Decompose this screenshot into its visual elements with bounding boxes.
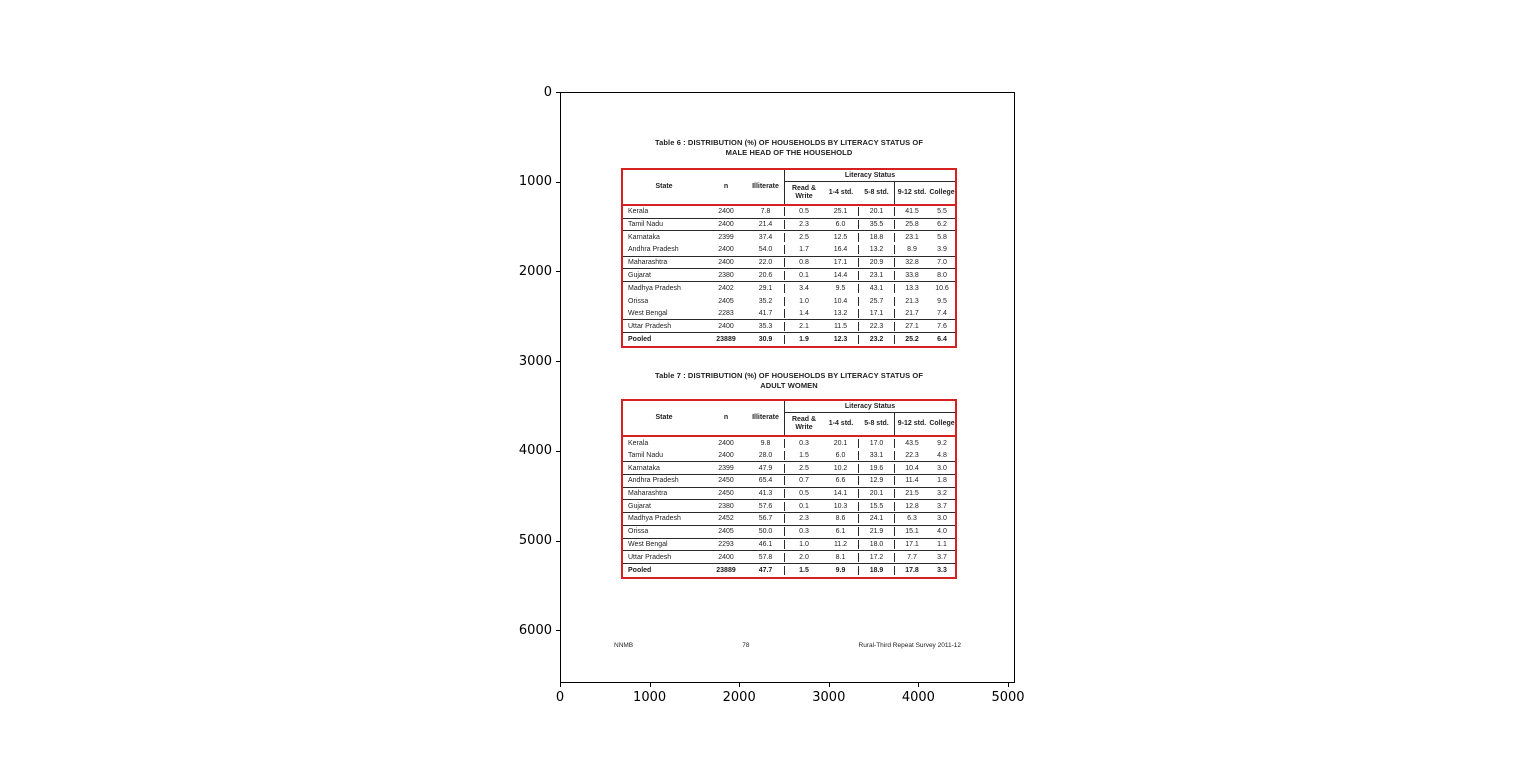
value-cell: 10.3 xyxy=(823,502,859,511)
value-cell: 2405 xyxy=(718,528,734,536)
value-cell: 41.5 xyxy=(905,208,919,216)
state-cell: Madhya Pradesh xyxy=(628,515,681,523)
value-cell: 23.2 xyxy=(859,335,895,344)
value-cell: 22.0 xyxy=(747,258,785,267)
column-header-n: n xyxy=(723,183,729,190)
column-header-n: n xyxy=(723,414,729,421)
table6-body xyxy=(623,206,955,346)
value-cell: 6.6 xyxy=(823,476,859,485)
y-tick-mark xyxy=(556,182,560,183)
value-cell: 25.1 xyxy=(823,207,859,216)
value-cell: 9.5 xyxy=(937,297,947,305)
value-cell: 8.1 xyxy=(823,553,859,562)
value-cell: 14.1 xyxy=(823,489,859,498)
table-row xyxy=(623,475,955,488)
value-cell: 2380 xyxy=(718,502,734,510)
state-cell: Maharashtra xyxy=(628,490,668,498)
footer-org: NNMB xyxy=(614,642,634,649)
value-cell: 21.4 xyxy=(747,220,785,229)
value-cell: 2400 xyxy=(718,452,734,460)
value-cell: 20.1 xyxy=(859,207,895,216)
value-cell: 0.1 xyxy=(799,271,809,279)
value-cell: 65.4 xyxy=(747,476,785,485)
x-tick-mark xyxy=(829,683,830,687)
value-cell: 9.2 xyxy=(937,439,947,447)
value-cell: 41.3 xyxy=(747,489,785,498)
value-cell: 20.1 xyxy=(823,439,859,448)
value-cell: 29.1 xyxy=(747,284,785,293)
value-cell: 13.2 xyxy=(859,245,895,254)
table-row xyxy=(623,257,955,270)
table6-title-line2: MALE HEAD OF THE HOUSEHOLD xyxy=(725,148,853,157)
value-cell: 9.5 xyxy=(823,284,859,293)
value-cell: 2283 xyxy=(718,309,734,317)
value-cell: 1.7 xyxy=(799,246,809,254)
value-cell: 0.1 xyxy=(799,502,809,510)
value-cell: 23889 xyxy=(716,335,736,343)
x-tick-mark xyxy=(560,683,561,687)
value-cell: 0.3 xyxy=(799,528,809,536)
state-cell: Kerala xyxy=(628,208,649,216)
value-cell: 10.4 xyxy=(823,297,859,306)
value-cell: 3.4 xyxy=(799,284,809,292)
y-tick-mark xyxy=(556,92,560,93)
value-cell: 14.4 xyxy=(823,271,859,280)
value-cell: 7.8 xyxy=(747,207,785,216)
column-header-college: College xyxy=(929,420,955,427)
column-header-state: State xyxy=(655,414,673,421)
value-cell: 8.6 xyxy=(823,514,859,523)
value-cell: 21.3 xyxy=(905,297,919,305)
value-cell: 43.5 xyxy=(905,439,919,447)
value-cell: 2399 xyxy=(718,464,734,472)
value-cell: 2405 xyxy=(718,297,734,305)
state-cell: Uttar Pradesh xyxy=(628,322,672,330)
value-cell: 2450 xyxy=(718,477,734,485)
footer-survey-name: Rural-Third Repeat Survey 2011-12 xyxy=(858,642,961,649)
value-cell: 3.3 xyxy=(937,566,947,574)
state-cell: Andhra Pradesh xyxy=(628,477,679,485)
value-cell: 2380 xyxy=(718,271,734,279)
value-cell: 33.1 xyxy=(859,451,895,460)
value-cell: 8.0 xyxy=(937,271,947,279)
value-cell: 3.0 xyxy=(937,515,947,523)
value-cell: 23.1 xyxy=(859,271,895,280)
value-cell: 37.4 xyxy=(747,233,785,242)
value-cell: 6.1 xyxy=(823,527,859,536)
value-cell: 2400 xyxy=(718,208,734,216)
value-cell: 16.4 xyxy=(823,245,859,254)
y-tick-mark xyxy=(556,541,560,542)
state-cell: Madhya Pradesh xyxy=(628,284,681,292)
table-row xyxy=(623,437,955,450)
value-cell: 1.5 xyxy=(799,566,809,574)
value-cell: 13.3 xyxy=(905,284,919,292)
x-tick-label: 2000 xyxy=(722,690,756,705)
value-cell: 22.3 xyxy=(905,452,919,460)
value-cell: 12.8 xyxy=(905,502,919,510)
footer-page-number: 78 xyxy=(742,642,750,649)
value-cell: 1.5 xyxy=(799,452,809,460)
state-cell: Maharashtra xyxy=(628,259,668,267)
value-cell: 54.0 xyxy=(747,245,785,254)
column-header-college: College xyxy=(929,189,955,196)
table-row xyxy=(623,282,955,295)
value-cell: 11.4 xyxy=(905,477,919,485)
value-cell: 32.8 xyxy=(905,259,919,267)
table-row xyxy=(623,219,955,232)
value-cell: 9.9 xyxy=(823,566,859,575)
value-cell: 21.7 xyxy=(905,309,919,317)
value-cell: 15.1 xyxy=(905,528,919,536)
value-cell: 25.2 xyxy=(905,335,919,343)
table-row xyxy=(623,206,955,219)
value-cell: 0.5 xyxy=(799,490,809,498)
value-cell: 2400 xyxy=(718,439,734,447)
table-row xyxy=(623,333,955,346)
column-header-1-4-std: 1-4 std. xyxy=(828,420,854,427)
value-cell: 1.4 xyxy=(799,309,809,317)
value-cell: 18.9 xyxy=(859,566,895,575)
value-cell: 6.0 xyxy=(823,451,859,460)
table7-title xyxy=(621,371,957,391)
value-cell: 41.7 xyxy=(747,309,785,318)
value-cell: 9.8 xyxy=(747,439,785,448)
value-cell: 3.7 xyxy=(937,502,947,510)
y-tick-mark xyxy=(556,630,560,631)
table7-header xyxy=(623,401,955,437)
value-cell: 4.0 xyxy=(937,528,947,536)
table-row xyxy=(623,308,955,321)
value-cell: 0.7 xyxy=(799,477,809,485)
value-cell: 46.1 xyxy=(747,540,785,549)
column-header-read-write: Read & Write xyxy=(791,416,817,431)
table6 xyxy=(621,168,957,348)
value-cell: 12.9 xyxy=(859,476,895,485)
value-cell: 3.2 xyxy=(937,490,947,498)
x-tick-mark xyxy=(918,683,919,687)
column-header-9-12-std: 9-12 std. xyxy=(897,420,927,427)
table-row xyxy=(623,564,955,577)
value-cell: 1.9 xyxy=(799,335,809,343)
table-row xyxy=(623,320,955,333)
value-cell: 2400 xyxy=(718,246,734,254)
y-tick-mark xyxy=(556,271,560,272)
value-cell: 17.8 xyxy=(905,566,919,574)
value-cell: 10.4 xyxy=(905,464,919,472)
value-cell: 7.4 xyxy=(937,309,947,317)
y-tick-label: 3000 xyxy=(518,353,552,369)
y-tick-label: 0 xyxy=(543,84,552,100)
value-cell: 1.8 xyxy=(937,477,947,485)
value-cell: 2450 xyxy=(718,490,734,498)
value-cell: 47.9 xyxy=(747,464,785,473)
value-cell: 17.1 xyxy=(859,309,895,318)
y-tick-label: 2000 xyxy=(518,263,552,279)
state-cell: Karnataka xyxy=(628,464,660,472)
value-cell: 2400 xyxy=(718,221,734,229)
value-cell: 35.2 xyxy=(747,297,785,306)
y-tick-mark xyxy=(556,451,560,452)
y-tick-label: 1000 xyxy=(518,174,552,190)
state-cell: West Bengal xyxy=(628,309,668,317)
table6-title xyxy=(621,138,957,158)
state-cell: Uttar Pradesh xyxy=(628,553,672,561)
value-cell: 23.1 xyxy=(905,234,919,242)
value-cell: 2.3 xyxy=(799,515,809,523)
value-cell: 1.1 xyxy=(937,540,947,548)
value-cell: 2402 xyxy=(718,284,734,292)
value-cell: 18.8 xyxy=(859,233,895,242)
state-cell: Andhra Pradesh xyxy=(628,246,679,254)
value-cell: 12.3 xyxy=(823,335,859,344)
column-header-9-12-std: 9-12 std. xyxy=(897,189,927,196)
plot-area xyxy=(560,92,1015,683)
value-cell: 57.8 xyxy=(747,553,785,562)
value-cell: 47.7 xyxy=(747,566,785,575)
column-header-illiterate: Illiterate xyxy=(747,401,785,435)
table7-title-line2: ADULT WOMEN xyxy=(760,381,818,390)
value-cell: 12.5 xyxy=(823,233,859,242)
value-cell: 2293 xyxy=(718,540,734,548)
value-cell: 11.2 xyxy=(823,540,859,549)
table7-body xyxy=(623,437,955,577)
x-tick-label: 3000 xyxy=(812,690,846,705)
value-cell: 2.5 xyxy=(799,464,809,472)
value-cell: 35.5 xyxy=(859,220,895,229)
value-cell: 3.0 xyxy=(937,464,947,472)
value-cell: 18.0 xyxy=(859,540,895,549)
value-cell: 4.8 xyxy=(937,452,947,460)
value-cell: 13.2 xyxy=(823,309,859,318)
value-cell: 1.0 xyxy=(799,297,809,305)
table-row xyxy=(623,450,955,463)
state-cell: Gujarat xyxy=(628,271,651,279)
value-cell: 6.2 xyxy=(937,221,947,229)
column-header-read-write: Read & Write xyxy=(791,185,817,200)
value-cell: 10.6 xyxy=(935,284,949,292)
table7-title-line1: Table 7 : DISTRIBUTION (%) OF HOUSEHOLDS BY LITERACY STATUS OF xyxy=(654,371,924,380)
table6-title-line1: Table 6 : DISTRIBUTION (%) OF HOUSEHOLDS BY LITERACY STATUS OF xyxy=(654,138,924,147)
state-cell: Orissa xyxy=(628,297,649,305)
value-cell: 5.5 xyxy=(937,208,947,216)
table-row xyxy=(623,539,955,552)
table-row xyxy=(623,462,955,475)
value-cell: 17.2 xyxy=(859,553,895,562)
value-cell: 7.6 xyxy=(937,322,947,330)
value-cell: 30.9 xyxy=(747,335,785,344)
table-row xyxy=(623,513,955,526)
value-cell: 2452 xyxy=(718,515,734,523)
value-cell: 20.1 xyxy=(859,489,895,498)
y-tick-label: 5000 xyxy=(518,533,552,548)
state-cell: Orissa xyxy=(628,528,649,536)
column-header-5-8-std: 5-8 std. xyxy=(859,182,895,204)
value-cell: 27.1 xyxy=(905,322,919,330)
value-cell: 2.5 xyxy=(799,234,809,242)
value-cell: 19.6 xyxy=(859,464,895,473)
table-row xyxy=(623,551,955,564)
table-row xyxy=(623,526,955,539)
state-cell: Pooled xyxy=(628,566,652,574)
value-cell: 6.4 xyxy=(937,335,947,343)
page-footer xyxy=(614,642,961,649)
y-tick-mark xyxy=(556,361,560,362)
x-tick-label: 4000 xyxy=(901,690,935,705)
table-row xyxy=(623,488,955,501)
value-cell: 10.2 xyxy=(823,464,859,473)
value-cell: 3.9 xyxy=(937,246,947,254)
group-header-literacy-status: Literacy Status xyxy=(785,401,955,413)
table-row xyxy=(623,269,955,282)
state-cell: Tamil Nadu xyxy=(628,221,664,229)
value-cell: 2400 xyxy=(718,322,734,330)
column-header-1-4-std: 1-4 std. xyxy=(828,189,854,196)
value-cell: 2400 xyxy=(718,259,734,267)
value-cell: 2.3 xyxy=(799,221,809,229)
value-cell: 1.0 xyxy=(799,540,809,548)
table-row xyxy=(623,244,955,257)
state-cell: Kerala xyxy=(628,439,649,447)
table-row xyxy=(623,231,955,244)
value-cell: 5.8 xyxy=(937,234,947,242)
value-cell: 2.1 xyxy=(799,322,809,330)
value-cell: 8.9 xyxy=(907,246,917,254)
value-cell: 6.3 xyxy=(907,515,917,523)
table-row xyxy=(623,500,955,513)
value-cell: 20.6 xyxy=(747,271,785,280)
x-tick-label: 1000 xyxy=(633,690,667,705)
state-cell: Pooled xyxy=(628,335,652,343)
value-cell: 25.8 xyxy=(905,221,919,229)
value-cell: 33.8 xyxy=(905,271,919,279)
value-cell: 7.0 xyxy=(937,259,947,267)
value-cell: 21.5 xyxy=(905,490,919,498)
value-cell: 24.1 xyxy=(859,514,895,523)
column-header-illiterate: Illiterate xyxy=(747,170,785,204)
table6-header xyxy=(623,170,955,206)
value-cell: 50.0 xyxy=(747,527,785,536)
column-header-state: State xyxy=(655,183,673,190)
table-row xyxy=(623,295,955,308)
value-cell: 11.5 xyxy=(823,322,859,331)
value-cell: 21.9 xyxy=(859,527,895,536)
x-tick-mark xyxy=(1008,683,1009,687)
y-tick-label: 4000 xyxy=(518,443,552,459)
value-cell: 25.7 xyxy=(859,297,895,306)
x-tick-mark xyxy=(739,683,740,687)
value-cell: 3.7 xyxy=(937,553,947,561)
value-cell: 22.3 xyxy=(859,322,895,331)
state-cell: West Bengal xyxy=(628,540,668,548)
x-tick-mark xyxy=(650,683,651,687)
value-cell: 15.5 xyxy=(859,502,895,511)
value-cell: 0.5 xyxy=(799,208,809,216)
value-cell: 35.3 xyxy=(747,322,785,331)
table7 xyxy=(621,399,957,579)
value-cell: 20.9 xyxy=(859,258,895,267)
group-header-literacy-status: Literacy Status xyxy=(785,170,955,182)
column-header-5-8-std: 5-8 std. xyxy=(859,413,895,435)
value-cell: 17.0 xyxy=(859,439,895,448)
value-cell: 17.1 xyxy=(905,540,919,548)
y-tick-label: 6000 xyxy=(518,622,552,638)
value-cell: 56.7 xyxy=(747,514,785,523)
value-cell: 6.0 xyxy=(823,220,859,229)
value-cell: 2400 xyxy=(718,553,734,561)
value-cell: 17.1 xyxy=(823,258,859,267)
x-tick-label: 0 xyxy=(555,690,565,705)
value-cell: 2.0 xyxy=(799,553,809,561)
value-cell: 2399 xyxy=(718,234,734,242)
state-cell: Karnataka xyxy=(628,234,660,242)
value-cell: 0.8 xyxy=(799,259,809,267)
value-cell: 43.1 xyxy=(859,284,895,293)
value-cell: 57.6 xyxy=(747,502,785,511)
value-cell: 7.7 xyxy=(907,553,917,561)
value-cell: 28.0 xyxy=(747,451,785,460)
x-tick-label: 5000 xyxy=(991,690,1025,705)
state-cell: Gujarat xyxy=(628,502,651,510)
value-cell: 0.3 xyxy=(799,439,809,447)
value-cell: 23889 xyxy=(716,566,736,574)
state-cell: Tamil Nadu xyxy=(628,452,664,460)
